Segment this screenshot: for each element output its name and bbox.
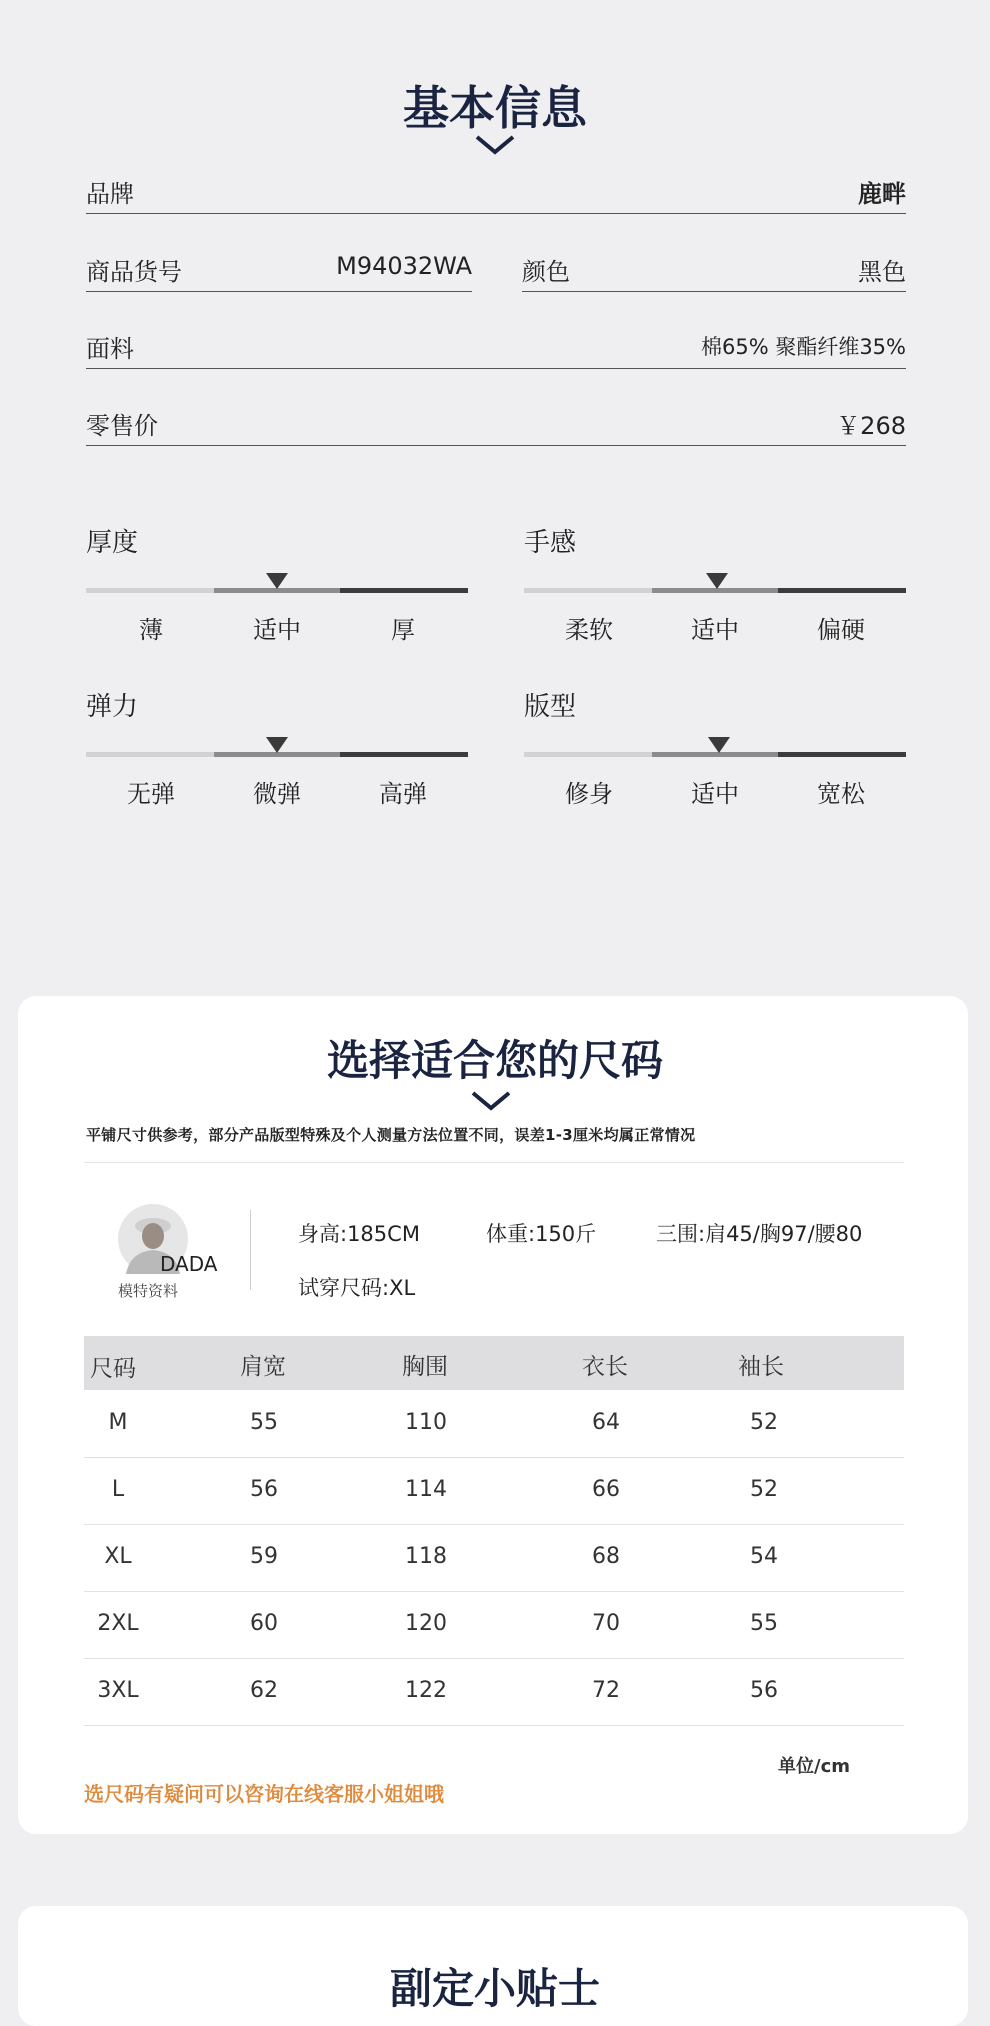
table-cell: 56 xyxy=(750,1678,778,1703)
scale-marker-icon xyxy=(266,573,288,589)
divider xyxy=(84,1162,904,1163)
scale-segment xyxy=(778,752,906,757)
scale-segment xyxy=(340,752,468,757)
scale-option: 修身 xyxy=(565,780,613,808)
scale-option: 微弹 xyxy=(253,780,301,808)
table-cell: 60 xyxy=(250,1611,278,1636)
model-height: 身高:185CM xyxy=(298,1222,420,1246)
table-header-cell: 衣长 xyxy=(582,1354,628,1380)
color-label: 颜色 xyxy=(522,258,570,286)
table-cell: 68 xyxy=(592,1544,620,1569)
divider xyxy=(86,291,472,292)
table-cell: 59 xyxy=(250,1544,278,1569)
table-cell: 2XL xyxy=(97,1611,139,1636)
scale-title-elasticity: 弹力 xyxy=(86,692,139,722)
scale-marker-icon xyxy=(708,737,730,753)
scale-option: 薄 xyxy=(139,616,163,644)
row-divider xyxy=(84,1725,904,1726)
scale-option: 适中 xyxy=(691,780,739,808)
table-cell: 114 xyxy=(405,1477,447,1502)
row-divider xyxy=(84,1591,904,1592)
divider xyxy=(86,368,906,369)
divider xyxy=(250,1210,251,1290)
scale-option: 柔软 xyxy=(565,616,613,644)
price-value: ￥268 xyxy=(836,412,906,440)
scale-option: 无弹 xyxy=(127,780,175,808)
size-title: 选择适合您的尺码 xyxy=(326,1036,663,1085)
table-cell: 122 xyxy=(405,1678,447,1703)
table-cell: 52 xyxy=(750,1477,778,1502)
row-divider xyxy=(84,1524,904,1525)
table-header-cell: 胸围 xyxy=(402,1354,448,1380)
scale-option: 偏硬 xyxy=(817,616,865,644)
model-caption: 模特资料 xyxy=(118,1282,179,1300)
table-cell: 66 xyxy=(592,1477,620,1502)
row-divider xyxy=(84,1457,904,1458)
model-name: DADA xyxy=(160,1252,218,1276)
table-cell: 55 xyxy=(750,1611,778,1636)
scale-segment xyxy=(524,752,652,757)
table-cell: 55 xyxy=(250,1410,278,1435)
scale-segment xyxy=(340,588,468,593)
table-cell: 3XL xyxy=(97,1678,139,1703)
scale-option: 适中 xyxy=(691,616,739,644)
table-cell: 118 xyxy=(405,1544,447,1569)
table-cell: 54 xyxy=(750,1544,778,1569)
divider xyxy=(522,291,906,292)
table-cell: 56 xyxy=(250,1477,278,1502)
sku-label: 商品货号 xyxy=(86,258,182,286)
chevron-down-icon xyxy=(474,134,516,156)
table-cell: 64 xyxy=(592,1410,620,1435)
fabric-label: 面料 xyxy=(86,335,134,363)
scale-segment xyxy=(86,588,214,593)
sku-value: M94032WA xyxy=(336,252,472,280)
divider xyxy=(86,445,906,446)
model-measurements: 三围:肩45/胸97/腰80 xyxy=(656,1222,863,1246)
table-cell: 110 xyxy=(405,1410,447,1435)
fabric-value: 棉65% 聚酯纤维35% xyxy=(700,335,906,359)
scale-option: 适中 xyxy=(253,616,301,644)
next-section-title xyxy=(0,1962,990,1980)
brand-value: 鹿畔 xyxy=(858,180,906,208)
divider xyxy=(86,213,906,214)
brand-label: 品牌 xyxy=(86,180,134,208)
scale-title-hand-feel: 手感 xyxy=(524,528,577,558)
table-cell: XL xyxy=(104,1544,132,1569)
scale-option: 宽松 xyxy=(817,780,865,808)
unit-label: 单位/cm xyxy=(778,1756,850,1777)
scale-option: 厚 xyxy=(391,616,415,644)
table-header-cell: 袖长 xyxy=(738,1354,784,1380)
size-note: 平铺尺寸供参考，部分产品版型特殊及个人测量方法位置不同，误差1-3厘米均属正常情况 xyxy=(86,1126,696,1144)
table-header-cell: 尺码 xyxy=(90,1356,136,1382)
model-tried-size: 试穿尺码:XL xyxy=(298,1276,416,1300)
scale-title-thickness: 厚度 xyxy=(86,528,139,558)
scale-marker-icon xyxy=(266,737,288,753)
scale-option: 高弹 xyxy=(379,780,427,808)
model-weight: 体重:150斤 xyxy=(486,1222,597,1246)
chevron-down-icon xyxy=(470,1090,512,1112)
price-label: 零售价 xyxy=(86,412,158,440)
scale-segment xyxy=(778,588,906,593)
color-value: 黑色 xyxy=(858,258,906,286)
table-cell: 52 xyxy=(750,1410,778,1435)
table-cell: 72 xyxy=(592,1678,620,1703)
scale-marker-icon xyxy=(706,573,728,589)
basic-info-title: 基本信息 xyxy=(403,81,587,135)
row-divider xyxy=(84,1658,904,1659)
table-cell: M xyxy=(108,1410,128,1435)
scale-segment xyxy=(86,752,214,757)
scale-title-fit: 版型 xyxy=(524,692,577,722)
table-cell: 70 xyxy=(592,1611,620,1636)
scale-segment xyxy=(524,588,652,593)
table-cell: 120 xyxy=(405,1611,447,1636)
table-cell: 62 xyxy=(250,1678,278,1703)
help-text: 选尺码有疑问可以咨询在线客服小姐姐哦 xyxy=(84,1782,444,1806)
table-cell: L xyxy=(111,1477,125,1502)
table-header-cell: 肩宽 xyxy=(240,1354,286,1380)
